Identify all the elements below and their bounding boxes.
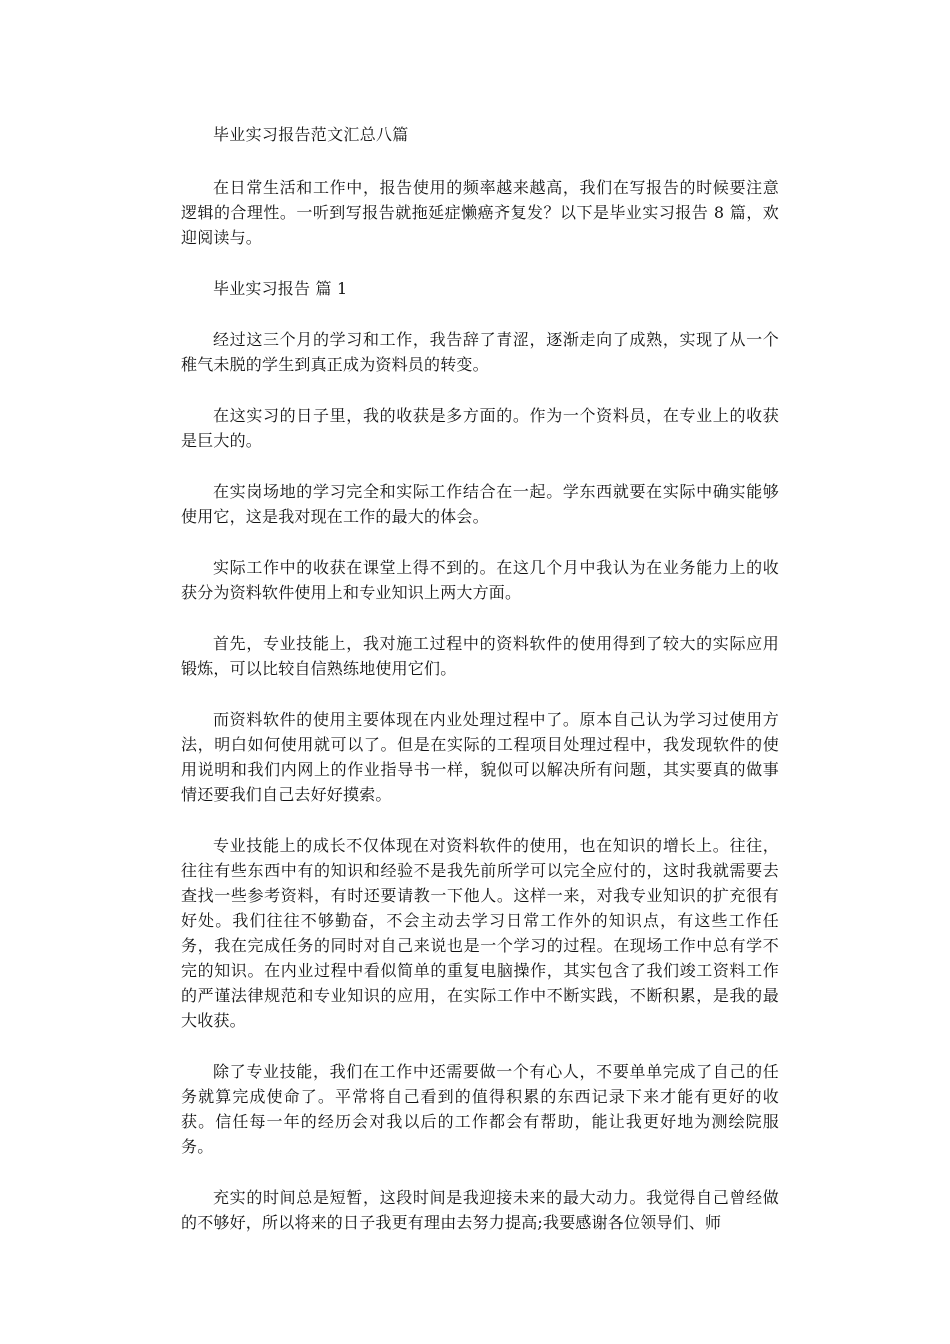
section-heading: 毕业实习报告 篇 1 [213, 279, 348, 298]
body-paragraph: 在实岗场地的学习完全和实际工作结合在一起。学东西就要在实际中确实能够使用它，这是我对现在工作的最大的体会。 [181, 482, 779, 526]
body-paragraph: 在这实习的日子里，我的收获是多方面的。作为一个资料员，在专业上的收获是巨大的。 [181, 406, 779, 450]
body-paragraph: 除了专业技能，我们在工作中还需要做一个有心人，不要单单完成了自己的任务就算完成使命了。平常将自己看到的值得积累的东西记录下来才能有更好的收获。信任每一年的经历会对我以后的工作都会有帮助，能让我更好地为测绘院服务。 [181, 1062, 779, 1156]
body-paragraph: 实际工作中的收获在课堂上得不到的。在这几个月中我认为在业务能力上的收获分为资料软件使用上和专业知识上两大方面。 [181, 558, 779, 602]
body-paragraph: 专业技能上的成长不仅体现在对资料软件的使用，也在知识的增长上。往往，往往有些东西中有的知识和经验不是我先前所学可以完全应付的，这时我就需要去查找一些参考资料，有时还要请教一下他人。这样一来，对我专业知识的扩充很有好处。我们往往不够勤奋，不会主动去学习日常工作外的知识点，有这些工作任务，我在完成任务的同时对自己来说也是一个学习的过程。在现场工作中总有学不完的知识。在内业过程中看似简单的重复电脑操作，其实包含了我们竣工资料工作的严谨法律规范和专业知识的应用，在实际工作中不断实践，不断积累，是我的最大收获。 [181, 836, 779, 1030]
body-paragraph: 而资料软件的使用主要体现在内业处理过程中了。原本自己认为学习过使用方法，明白如何使用就可以了。但是在实际的工程项目处理过程中，我发现软件的使用说明和我们内网上的作业指导书一样，貌似可以解决所有问题，其实要真的做事情还要我们自己去好好摸索。 [181, 710, 779, 804]
body-paragraph: 充实的时间总是短暂，这段时间是我迎接未来的最大动力。我觉得自己曾经做的不够好，所以将来的日子我更有理由去努力提高;我要感谢各位领导们、师 [181, 1188, 779, 1232]
document-title: 毕业实习报告范文汇总八篇 [213, 125, 409, 144]
body-paragraph: 首先，专业技能上，我对施工过程中的资料软件的使用得到了较大的实际应用锻炼，可以比较自信熟练地使用它们。 [181, 634, 779, 678]
document-body [181, 122, 779, 1261]
body-paragraph: 经过这三个月的学习和工作，我告辞了青涩，逐渐走向了成熟，实现了从一个稚气未脱的学生到真正成为资料员的转变。 [181, 330, 779, 374]
intro-paragraph: 在日常生活和工作中，报告使用的频率越来越高，我们在写报告的时候要注意逻辑的合理性。一听到写报告就拖延症懒癌齐复发？以下是毕业实习报告 8 篇，欢迎阅读与。 [181, 178, 779, 247]
